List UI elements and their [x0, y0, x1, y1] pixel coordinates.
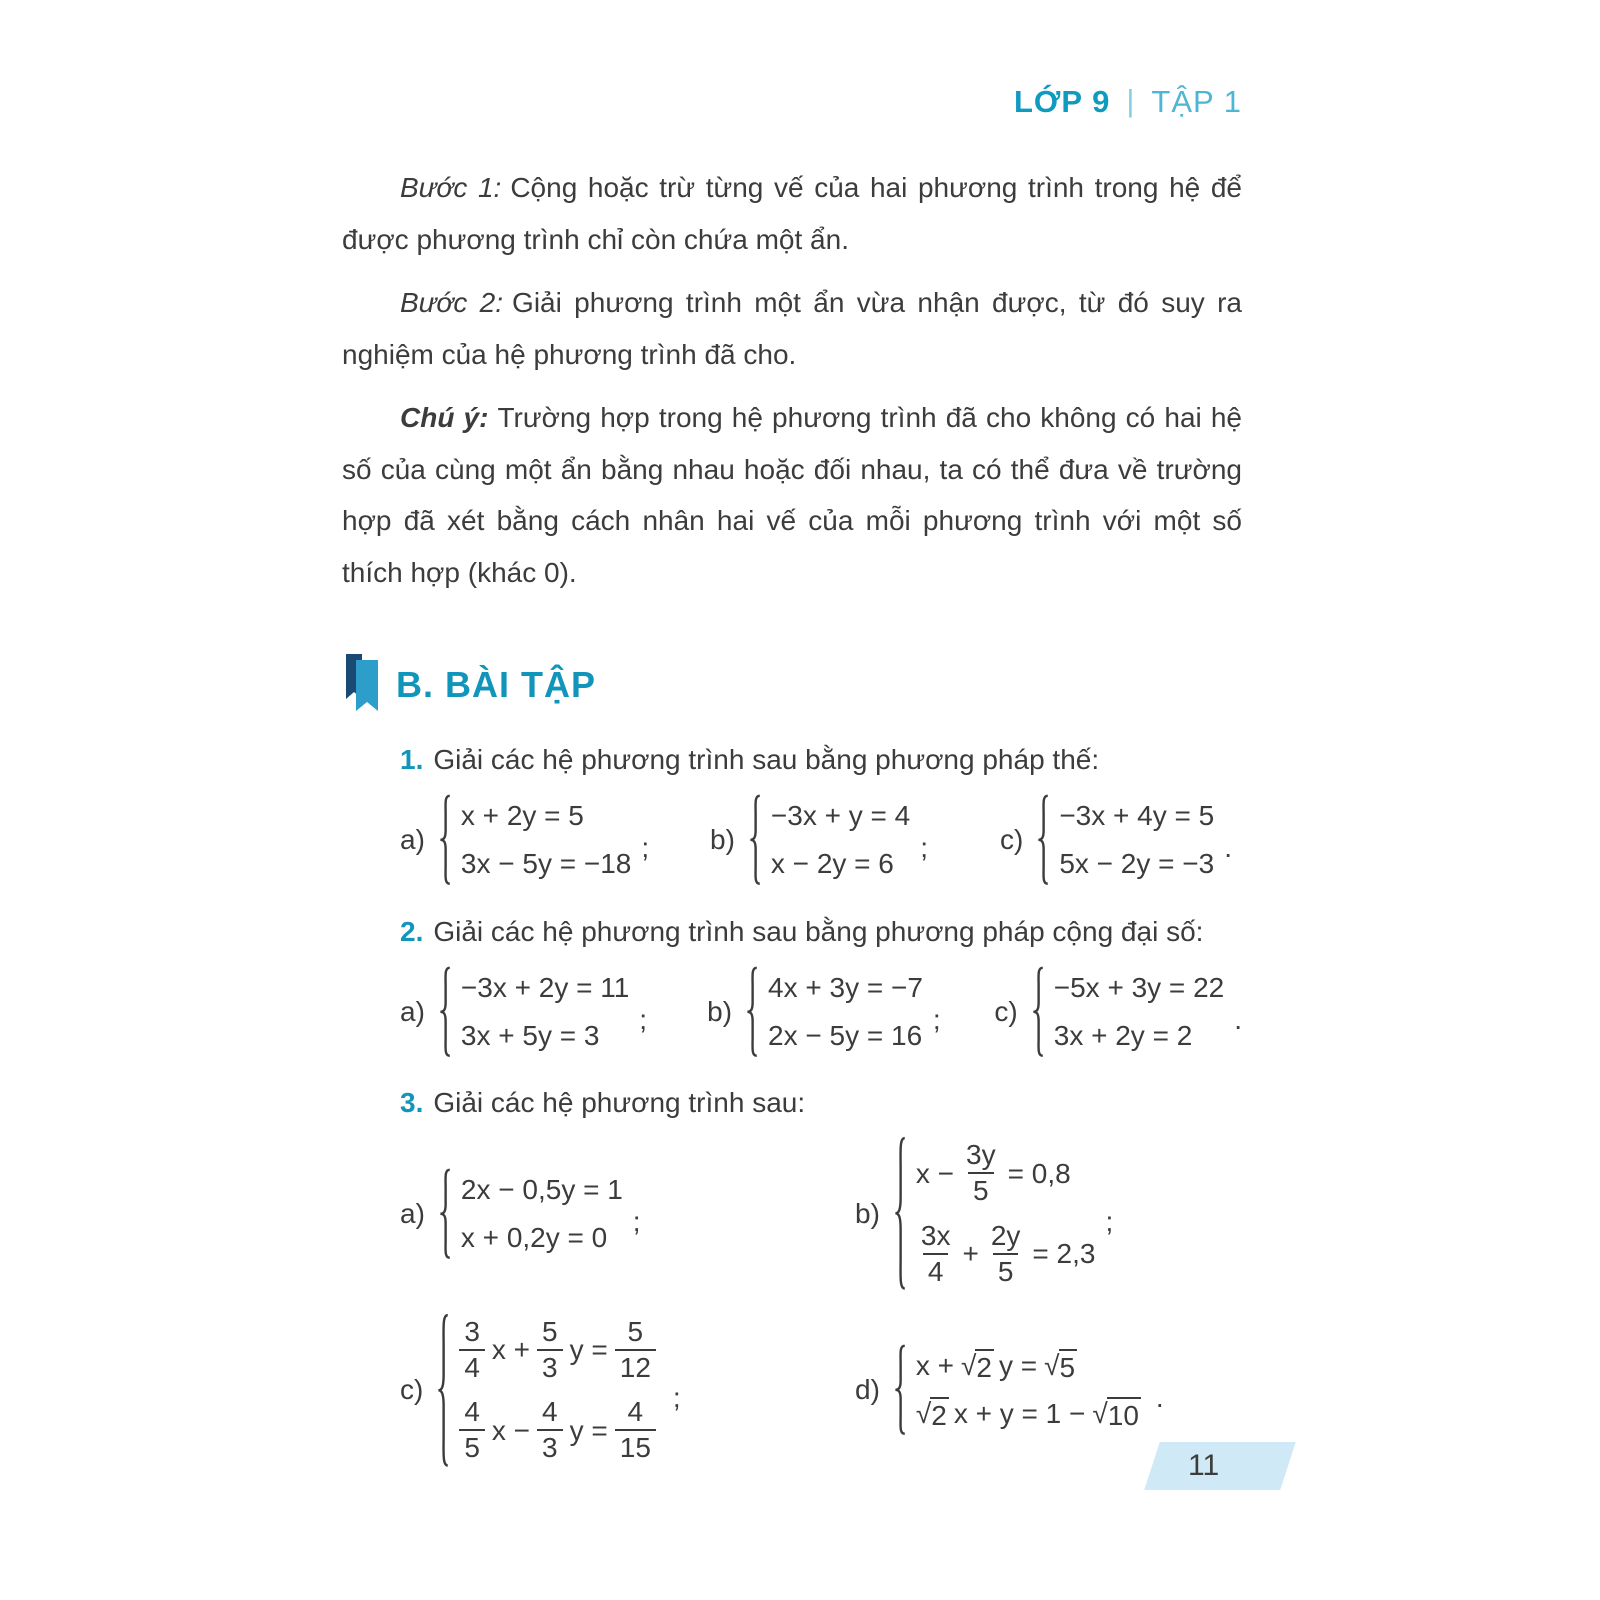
math-text: y = — [999, 1350, 1038, 1382]
left-brace-icon — [1030, 966, 1045, 1058]
item-label: a) — [400, 823, 425, 855]
equation — [459, 1315, 663, 1385]
item-label: b) — [710, 823, 735, 855]
left-brace-icon — [435, 1312, 450, 1469]
denominator: 3 — [537, 1429, 563, 1465]
fraction — [961, 1138, 1001, 1208]
equation-system-1a — [400, 794, 649, 886]
equation — [459, 1395, 663, 1465]
exercise-prompt-text: Giải các hệ phương trình sau: — [433, 1087, 806, 1119]
fraction — [986, 1219, 1026, 1289]
left-brace-icon — [437, 1168, 452, 1260]
page-number: 11 — [1188, 1449, 1220, 1482]
denominator: 5 — [968, 1172, 994, 1208]
denominator: 5 — [459, 1429, 485, 1465]
math-text: y = — [569, 1414, 608, 1446]
equation: −3x + 2y = 11 — [460, 971, 630, 1003]
math-text: x + — [491, 1334, 531, 1366]
paragraph-body: Giải phương trình một ẩn vừa nhận được, từ đó suy ra nghiệm của hệ phương trình đã cho. — [342, 287, 1242, 370]
fraction — [459, 1315, 485, 1385]
numerator: 3x — [920, 1219, 951, 1251]
math-text: x + y = 1 − — [953, 1398, 1086, 1430]
exercise-number: 2. — [400, 915, 424, 947]
denominator: 4 — [459, 1349, 485, 1385]
equation-system-1b — [710, 794, 928, 886]
math-text: = 0,8 — [1007, 1157, 1071, 1189]
equation-system-3d — [855, 1344, 1164, 1436]
punctuation: ; — [1105, 1205, 1114, 1237]
math-text: = 2,3 — [1032, 1237, 1096, 1269]
paragraph-body: Cộng hoặc trừ từng vế của hai phương trình trong hệ để được phương trình chỉ còn chứa một ẩn. — [342, 172, 1242, 255]
left-brace-icon — [744, 966, 759, 1058]
exercise-prompt-text: Giải các hệ phương trình sau bằng phương pháp thế: — [433, 744, 1100, 776]
square-root — [1044, 1349, 1077, 1384]
system-slot — [400, 794, 710, 886]
equation-system-1c — [1000, 794, 1232, 886]
paragraph-body: Trường hợp trong hệ phương trình đã cho không có hai hệ số của cùng một ẩn bằng nhau hoặc đối nhau, ta có thể đưa về trường hợp đã xét bằng cách nhân hai vế của mỗi phương trình với một số thích hợp (khác 0). — [342, 402, 1242, 588]
denominator: 3 — [537, 1349, 563, 1385]
left-brace-icon — [747, 794, 762, 886]
item-label: c) — [1000, 823, 1024, 855]
math-text: x − — [915, 1157, 955, 1189]
equation: x + 0,2y = 0 — [460, 1221, 608, 1253]
left-brace-icon — [437, 966, 452, 1058]
denominator: 12 — [615, 1349, 656, 1385]
left-brace-icon — [437, 794, 452, 886]
item-label: d) — [855, 1374, 880, 1406]
item-label: c) — [994, 995, 1018, 1027]
fraction — [615, 1395, 656, 1465]
numerator: 3y — [966, 1139, 996, 1171]
header-separator: | — [1126, 83, 1136, 118]
volume-label: TẬP 1 — [1151, 84, 1242, 119]
item-label: b) — [855, 1197, 880, 1229]
bookmark-icon — [342, 654, 384, 712]
punctuation: ; — [641, 831, 650, 863]
item-label: a) — [400, 995, 425, 1027]
exercise-1 — [342, 744, 1242, 886]
equation — [916, 1395, 1146, 1433]
systems-grid — [400, 1135, 1242, 1468]
exercise-prompt — [400, 916, 1242, 948]
system-slot — [994, 966, 1242, 1058]
exercise-prompt — [400, 1087, 1242, 1119]
equation-system-3b — [855, 1135, 1113, 1292]
exercise-prompt — [400, 744, 1242, 776]
equation: 2x − 5y = 16 — [768, 1019, 923, 1051]
equation: 4x + 3y = −7 — [768, 971, 923, 1003]
system-slot — [400, 966, 707, 1058]
math-operator: + — [962, 1237, 979, 1269]
radicand: 2 — [930, 1397, 949, 1432]
equation: 3x + 5y = 3 — [460, 1019, 600, 1051]
equation: 3x − 5y = −18 — [460, 847, 632, 879]
equation — [916, 1138, 1096, 1208]
square-root — [961, 1349, 994, 1384]
systems-row — [400, 966, 1242, 1058]
system-slot — [710, 794, 1000, 886]
page-header — [1014, 84, 1242, 120]
radical-icon: √ — [1044, 1349, 1060, 1381]
exercise-3 — [342, 1087, 1242, 1468]
equation: −3x + 4y = 5 — [1059, 800, 1215, 832]
system-slot — [855, 1135, 1242, 1292]
radical-icon: √ — [915, 1397, 932, 1429]
fraction — [615, 1315, 656, 1385]
equation — [916, 1347, 1146, 1385]
numerator: 5 — [627, 1315, 644, 1347]
equation — [916, 1219, 1096, 1289]
system-slot — [855, 1344, 1242, 1436]
page-number-background — [1144, 1442, 1296, 1490]
radicand: 5 — [1059, 1349, 1078, 1384]
left-brace-icon — [1035, 794, 1050, 886]
punctuation: ; — [932, 1003, 941, 1035]
punctuation: ; — [920, 831, 929, 863]
radical-icon: √ — [961, 1349, 977, 1381]
system-slot — [707, 966, 994, 1058]
equation: 3x + 2y = 2 — [1053, 1019, 1193, 1051]
radicand: 10 — [1107, 1397, 1141, 1432]
square-root — [1092, 1397, 1141, 1432]
paragraph-lead: Bước 1: — [400, 172, 502, 203]
paragraph-lead: Chú ý: — [400, 402, 489, 434]
numerator: 4 — [627, 1396, 644, 1428]
exercise-2 — [342, 916, 1242, 1058]
fraction — [537, 1315, 563, 1385]
math-text: x − — [491, 1414, 531, 1446]
numerator: 2y — [990, 1219, 1021, 1251]
denominator: 15 — [615, 1429, 656, 1465]
math-text: x + — [915, 1350, 955, 1382]
item-label: c) — [400, 1374, 424, 1406]
left-brace-icon — [892, 1344, 907, 1436]
punctuation: . — [1155, 1382, 1164, 1414]
paragraph-step1 — [342, 162, 1242, 265]
page-content — [342, 162, 1242, 1469]
exercise-number: 1. — [400, 744, 424, 776]
systems-row — [400, 794, 1242, 886]
radicand: 2 — [975, 1349, 994, 1384]
radical-icon: √ — [1092, 1397, 1108, 1429]
equation-system-2a — [400, 966, 647, 1058]
exercise-number: 3. — [400, 1087, 424, 1119]
numerator: 4 — [464, 1396, 480, 1428]
page-number-badge — [1152, 1442, 1288, 1490]
equation: 2x − 0,5y = 1 — [460, 1173, 623, 1205]
equation: −5x + 3y = 22 — [1053, 971, 1225, 1003]
equation-system-3a — [400, 1168, 641, 1260]
numerator: 3 — [464, 1315, 480, 1347]
system-slot — [400, 1312, 855, 1469]
left-brace-icon — [892, 1135, 907, 1292]
punctuation: ; — [632, 1205, 641, 1237]
system-slot — [1000, 794, 1232, 886]
punctuation: . — [1224, 831, 1232, 863]
exercise-prompt-text: Giải các hệ phương trình sau bằng phương pháp cộng đại số: — [433, 915, 1204, 947]
paragraph-note — [342, 392, 1242, 598]
paragraph-lead: Bước 2: — [400, 287, 504, 319]
section-heading — [342, 656, 1242, 714]
fraction — [916, 1219, 956, 1289]
fraction — [537, 1395, 563, 1465]
denominator: 4 — [923, 1253, 949, 1289]
grade-label: LỚP 9 — [1013, 84, 1111, 119]
denominator: 5 — [993, 1253, 1019, 1289]
equation-system-3c — [400, 1312, 681, 1469]
equation: 5x − 2y = −3 — [1059, 847, 1215, 879]
math-text: y = — [569, 1334, 608, 1366]
numerator: 5 — [542, 1315, 558, 1347]
fraction — [459, 1395, 485, 1465]
equation-system-2c — [994, 966, 1242, 1058]
equation: x + 2y = 5 — [460, 800, 584, 832]
item-label: a) — [400, 1197, 425, 1229]
equation-system-2b — [707, 966, 941, 1058]
system-slot — [400, 1168, 855, 1260]
section-title: B. BÀI TẬP — [396, 664, 597, 706]
punctuation: ; — [639, 1003, 648, 1035]
punctuation: ; — [672, 1382, 681, 1414]
numerator: 4 — [542, 1396, 558, 1428]
paragraph-step2 — [342, 277, 1242, 380]
equation: x − 2y = 6 — [770, 847, 894, 879]
square-root — [916, 1397, 949, 1432]
punctuation: . — [1234, 1003, 1242, 1035]
item-label: b) — [707, 995, 733, 1027]
equation: −3x + y = 4 — [770, 800, 911, 832]
